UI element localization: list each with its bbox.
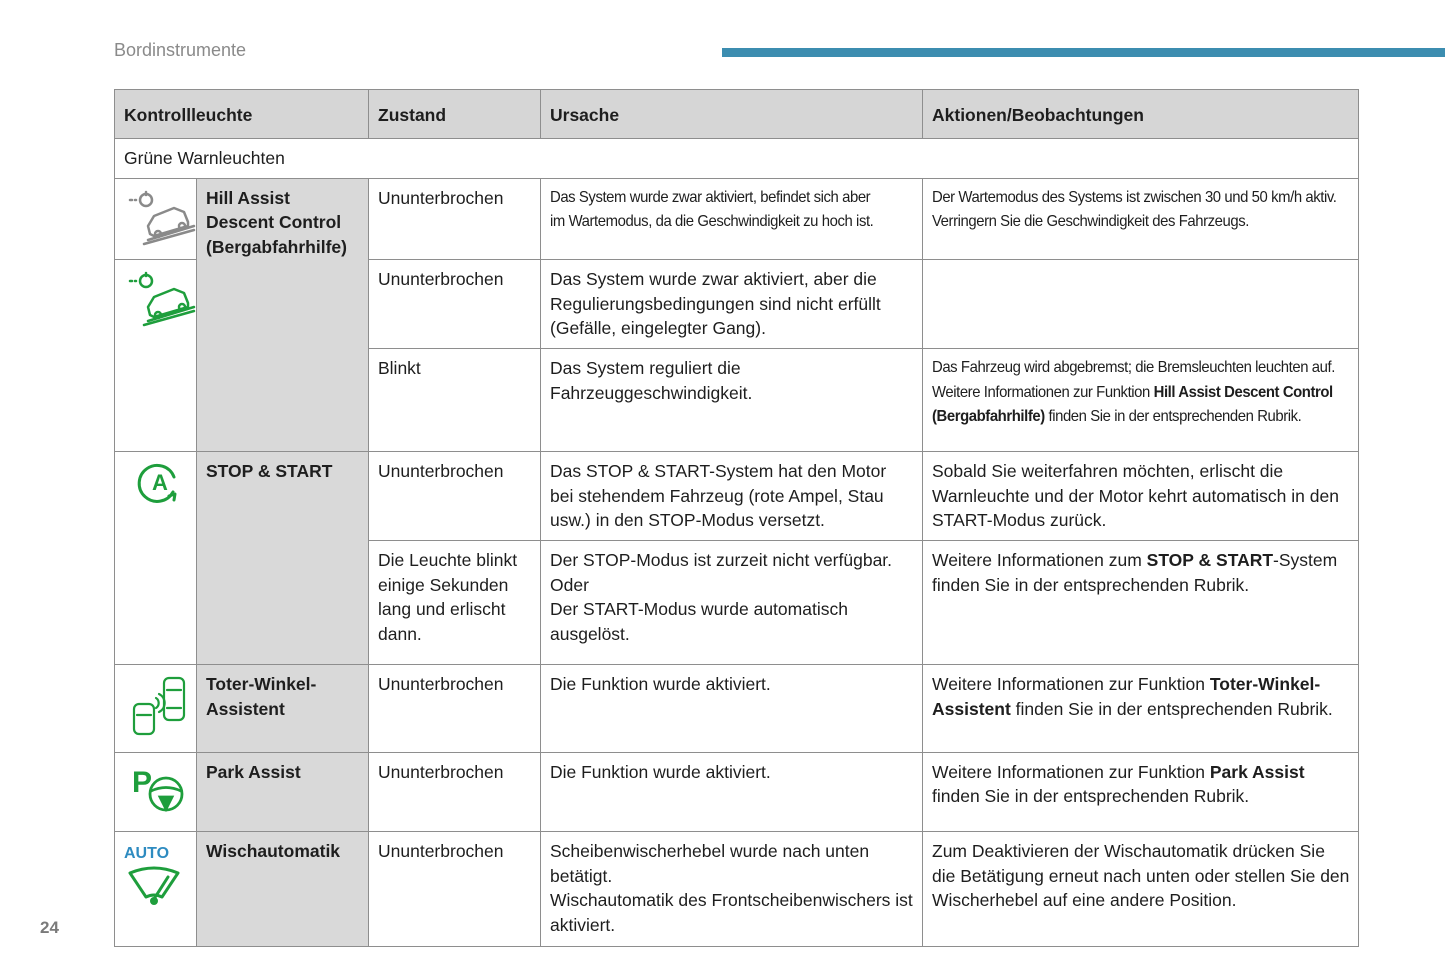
- column-header-zustand: Zustand: [369, 90, 541, 139]
- cause-cell: [541, 178, 923, 260]
- cause-line: im Wartemodus, da die Geschwindigkeit zu hoch ist.: [550, 213, 874, 230]
- action-cell: [923, 349, 1359, 452]
- icon-cell: [115, 665, 197, 753]
- action-text: Weitere Informationen zur Funktion: [932, 383, 1154, 401]
- function-name-wiper: Wischautomatik: [197, 832, 369, 947]
- action-line: Der Wartemodus des Systems ist zwischen 30 und 50 km/h aktiv.: [932, 188, 1337, 206]
- icon-cell: [115, 832, 197, 947]
- action-cell: [923, 260, 1359, 349]
- hill-descent-standby-icon: [124, 186, 196, 246]
- auto-wiper-icon: [124, 863, 184, 907]
- cause-line: Wischautomatik des Frontscheibenwischers ist aktiviert.: [550, 890, 913, 935]
- header-accent-bar: [722, 48, 1445, 57]
- function-name-blind-spot: Toter-Winkel-Assistent: [197, 665, 369, 753]
- cause-line: Scheibenwischerhebel wurde nach unten betätigt.: [550, 841, 870, 886]
- page-number: 24: [40, 918, 59, 937]
- state-cell: Ununterbrochen: [369, 832, 541, 947]
- state-cell: Ununterbrochen: [369, 752, 541, 832]
- cause-line: Oder: [550, 574, 589, 595]
- park-assist-icon: [124, 760, 196, 818]
- group-label: Grüne Warnleuchten: [115, 139, 1359, 179]
- action-cell: [923, 752, 1359, 832]
- cause-cell: [541, 832, 923, 947]
- action-text: finden Sie in der entsprechenden Rubrik.: [1044, 408, 1302, 425]
- stop-start-icon: [124, 459, 196, 509]
- blind-spot-icon: [124, 672, 196, 738]
- svg-text:P: P: [132, 765, 153, 799]
- cause-line: Der START-Modus wurde automatisch ausgelöst.: [550, 599, 848, 644]
- icon-cell: [115, 452, 197, 665]
- column-header-aktionen: Aktionen/Beobachtungen: [923, 90, 1359, 139]
- action-bold-text: STOP & START: [1146, 550, 1274, 570]
- action-cell: [923, 178, 1359, 260]
- icon-cell: [115, 260, 197, 452]
- action-bold-text: Park Assist: [1209, 761, 1305, 782]
- action-text: Weitere Informationen zur Funktion: [932, 761, 1210, 782]
- icon-cell: [115, 752, 197, 832]
- cause-cell: [541, 541, 923, 665]
- function-name-park-assist: Park Assist: [197, 752, 369, 832]
- svg-text:A: A: [152, 470, 168, 495]
- action-text: Weitere Informationen zur Funktion: [932, 674, 1210, 694]
- state-cell: Ununterbrochen: [369, 452, 541, 541]
- section-title: Bordinstrumente: [114, 40, 247, 60]
- group-row: [115, 139, 1359, 179]
- action-line: [932, 405, 1321, 430]
- auto-label: AUTO: [124, 845, 170, 862]
- column-header-ursache: Ursache: [541, 90, 923, 139]
- cause-line: Das System wurde zwar aktiviert, befindet sich aber: [550, 188, 871, 206]
- table-row: [115, 452, 1359, 541]
- action-line: [932, 381, 1333, 406]
- function-name-hill-assist: Hill Assist Descent Control (Bergabfahrhilfe): [197, 178, 369, 452]
- state-cell: Ununterbrochen: [369, 178, 541, 260]
- action-line: Das Fahrzeug wird abgebremst; die Bremsleuchten leuchten auf.: [932, 359, 1335, 376]
- cause-line: Der STOP-Modus ist zurzeit nicht verfügbar.: [550, 550, 893, 570]
- table-row: [115, 178, 1359, 260]
- icon-cell: [115, 178, 197, 260]
- cause-cell: Die Funktion wurde aktiviert.: [541, 665, 923, 753]
- action-cell: [923, 665, 1359, 753]
- cause-cell: Das STOP & START-System hat den Motor bei stehendem Fahrzeug (rote Ampel, Stau usw.) in den STOP-Modus versetzt.: [541, 452, 923, 541]
- table-header-row: [115, 90, 1359, 139]
- function-name-stop-start: STOP & START: [197, 452, 369, 665]
- action-text: Weitere Informationen zum: [932, 550, 1147, 570]
- action-cell: [923, 541, 1359, 665]
- auto-wiper-icon-wrapper: [124, 839, 188, 914]
- warning-lights-table: [114, 89, 1359, 947]
- state-cell: Ununterbrochen: [369, 665, 541, 753]
- cause-cell: Das System reguliert die Fahrzeuggeschwindigkeit.: [541, 349, 923, 452]
- action-line: Verringern Sie die Geschwindigkeit des Fahrzeugs.: [932, 213, 1249, 230]
- action-text: finden Sie in der entsprechenden Rubrik.: [932, 786, 1250, 806]
- action-bold-text: (Bergabfahrhilfe): [932, 408, 1045, 425]
- action-text: -System finden Sie in der entsprechenden Rubrik.: [932, 550, 1338, 595]
- action-bold-text: Toter-Winkel-Assistent: [932, 674, 1321, 719]
- action-cell: Zum Deaktivieren der Wischautomatik drücken Sie die Betätigung erneut nach unten oder stellen Sie den Wischerhebel auf eine andere Position.: [923, 832, 1359, 947]
- cause-cell: Die Funktion wurde aktiviert.: [541, 752, 923, 832]
- state-cell: Blinkt: [369, 349, 541, 452]
- table-row: [115, 665, 1359, 753]
- table-row: [115, 752, 1359, 832]
- cause-cell: Das System wurde zwar aktiviert, aber die Regulierungsbedingungen sind nicht erfüllt (Gefälle, eingelegter Gang).: [541, 260, 923, 349]
- action-text: finden Sie in der entsprechenden Rubrik.: [1010, 698, 1333, 719]
- column-header-kontrollleuchte: Kontrollleuchte: [115, 90, 369, 139]
- state-cell: Ununterbrochen: [369, 260, 541, 349]
- state-cell: Die Leuchte blinkt einige Sekunden lang und erlischt dann.: [369, 541, 541, 665]
- hill-descent-active-icon: [124, 267, 196, 327]
- action-cell: Sobald Sie weiterfahren möchten, erlischt die Warnleuchte und der Motor kehrt automatisch in den START-Modus zurück.: [923, 452, 1359, 541]
- action-bold-text: Hill Assist Descent Control: [1153, 383, 1333, 401]
- table-row: [115, 832, 1359, 947]
